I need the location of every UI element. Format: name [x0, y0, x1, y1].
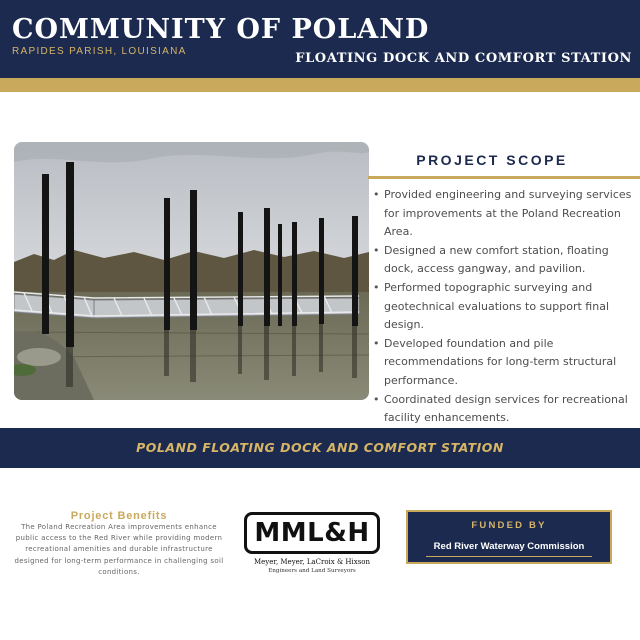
- funded-divider: [426, 556, 592, 557]
- banner-text: POLAND FLOATING DOCK AND COMFORT STATION: [136, 440, 504, 455]
- scope-item: • Developed foundation and pile recommendations for long-term structural performance.: [372, 335, 636, 391]
- project-photo: [14, 142, 369, 400]
- scope-item: • Provided engineering and surveying services for improvements at the Poland Recreation Area.: [372, 186, 636, 242]
- benefits-heading: Project Benefits: [70, 510, 168, 522]
- logo-letters: MML&H: [254, 518, 370, 548]
- scope-item: • Designed a new comfort station, floating dock, access gangway, and pavilion.: [372, 242, 636, 279]
- scope-list: [372, 186, 636, 428]
- page-title: COMMUNITY OF POLAND: [12, 14, 430, 45]
- benefits-text: The Poland Recreation Area improvements enhance public access to the Red River while providing modern recreational amenities and durable infrastructure designed for long-term performance in challenging soil conditions.: [14, 523, 224, 576]
- mmlh-logo: [240, 510, 380, 580]
- scope-divider: [368, 176, 640, 179]
- funded-by-label: FUNDED BY: [471, 520, 547, 531]
- scope-item: • Coordinated design services for recreational facility enhancements.: [372, 391, 636, 428]
- dock-photo-illustration: [14, 142, 369, 400]
- logo-frame: [244, 512, 380, 554]
- project-name: FLOATING DOCK AND COMFORT STATION: [295, 51, 632, 66]
- funded-by-box: [406, 510, 612, 564]
- project-banner: [0, 428, 640, 468]
- funder-name: Red River Waterway Commission: [433, 541, 585, 552]
- firm-name: Meyer, Meyer, LaCroix & Hixson: [253, 558, 371, 566]
- scope-item: • Performed topographic surveying and geotechnical evaluations to support final design.: [372, 279, 636, 335]
- project-scope-heading: PROJECT SCOPE: [416, 152, 568, 168]
- gold-divider: [0, 78, 640, 92]
- page-subtitle: RAPIDES PARISH, LOUISIANA: [12, 46, 187, 57]
- header-bar: [0, 0, 640, 78]
- firm-tagline: Engineers and Land Surveyors: [268, 568, 356, 574]
